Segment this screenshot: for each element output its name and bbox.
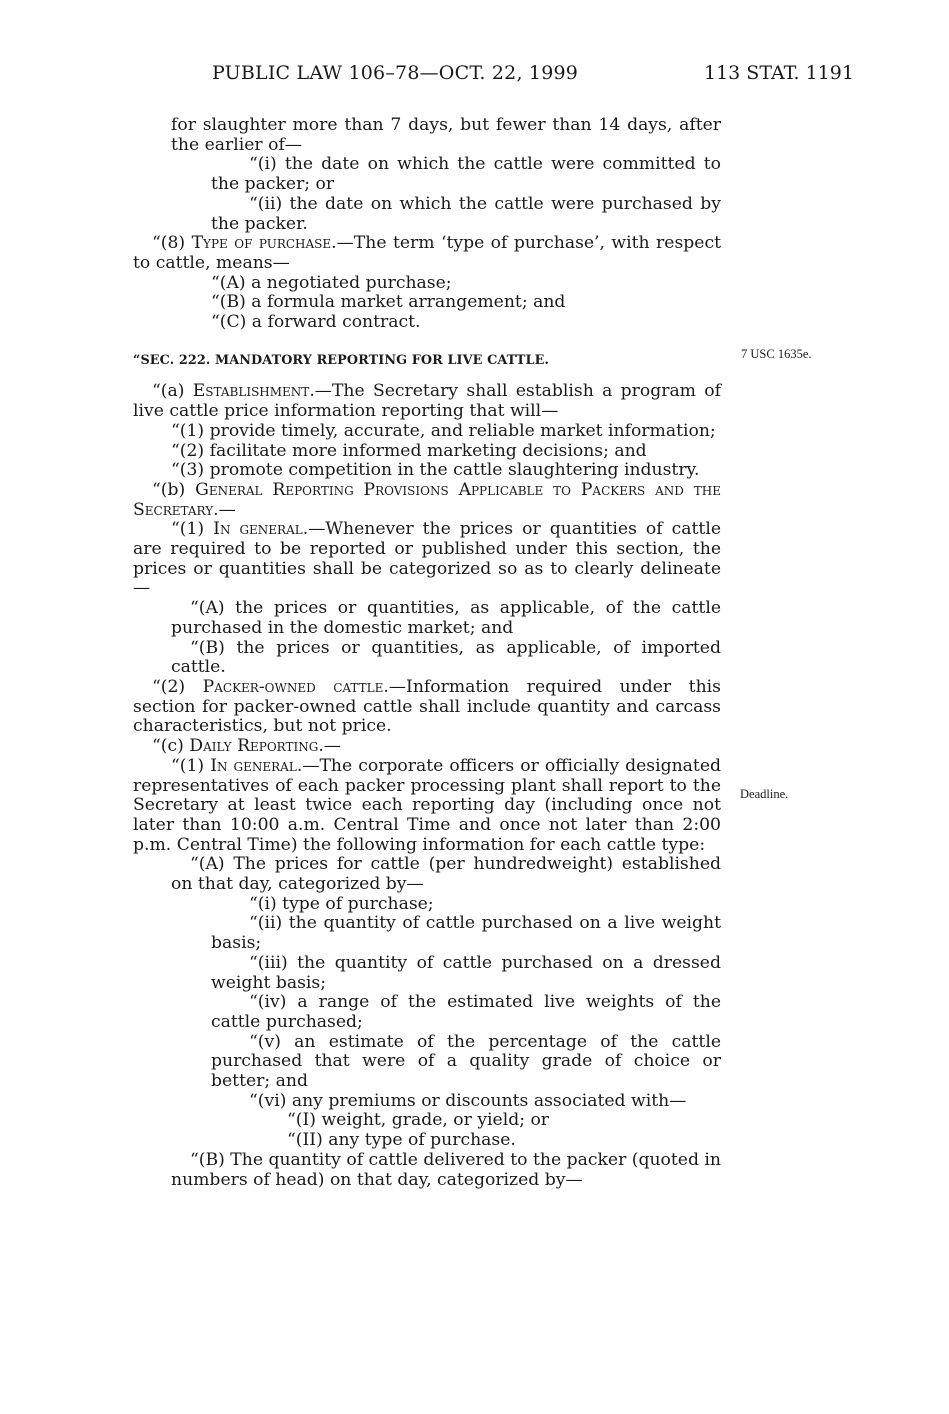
- paragraph: “(B) The quantity of cattle delivered to the packer (quoted in numbers of head) on that day, categorized by—: [171, 1149, 721, 1190]
- paragraph-heading: General Reporting Provisions Applicable to Packers and the Secretary: [133, 479, 722, 520]
- paragraph: [133, 757, 721, 856]
- paragraph-heading: Daily Reporting: [189, 736, 319, 757]
- paragraph: “(3) promote competition in the cattle slaughtering industry.: [171, 460, 700, 481]
- section-heading: “SEC. 222. MANDATORY REPORTING FOR LIVE CATTLE.: [133, 352, 549, 368]
- clause-text: “(i) the date on which the cattle were committed to the packer; or: [211, 154, 721, 195]
- paragraph: “(2) facilitate more informed marketing decisions; and: [171, 440, 647, 461]
- paragraph-text: .—Whenever the prices or quantities of cattle are required to be reported or published under this section, the prices or quantities shall be categorized so as to clearly delineate—: [133, 519, 721, 599]
- paragraph: [133, 234, 721, 273]
- paragraph-text: .—: [318, 736, 341, 757]
- paragraph: [133, 520, 721, 599]
- running-header-stat-page: 113 STAT. 1191: [704, 62, 854, 84]
- paragraph: [133, 195, 721, 234]
- clause-text: “(ii) the date on which the cattle were purchased by the packer.: [211, 193, 721, 234]
- paragraph: [133, 382, 721, 421]
- paragraph-heading: In general: [210, 755, 297, 776]
- paragraph: “(I) weight, grade, or yield; or: [287, 1110, 550, 1131]
- paragraph-heading: Type of purchase: [191, 233, 332, 254]
- paragraph: “(B) a formula market arrangement; and: [211, 292, 566, 313]
- paragraph-text: .—The term ‘type of purchase’, with respect to cattle, means—: [133, 233, 721, 273]
- paragraph-text: .—Information required under this section for packer-owned cattle shall include quantity and carcass characteristics, but not price.: [133, 676, 721, 737]
- running-header-title: PUBLIC LAW 106–78—OCT. 22, 1999: [212, 62, 579, 84]
- paragraph-heading: Establishment: [192, 381, 310, 402]
- paragraph: “(A) the prices or quantities, as applicable, of the cattle purchased in the domestic market; and: [171, 598, 721, 638]
- paragraph: [133, 481, 721, 520]
- paragraph: “(1) provide timely, accurate, and reliable market information;: [171, 420, 716, 441]
- paragraph: “(A) The prices for cattle (per hundredweight) established on that day, categorized by—: [171, 854, 721, 895]
- paragraph-label: “(8): [152, 233, 192, 254]
- paragraph-label: “(1): [171, 755, 211, 776]
- paragraph-text: .—: [213, 499, 236, 520]
- paragraph: [133, 737, 721, 757]
- paragraph-label: “(2): [152, 676, 203, 697]
- paragraph-text: .—The Secretary shall establish a program of live cattle price information reporting that will—: [133, 381, 721, 422]
- paragraph-label: “(c): [152, 736, 190, 757]
- paragraph: “(iv) a range of the estimated live weights of the cattle purchased;: [211, 992, 721, 1032]
- paragraph: “(i) type of purchase;: [249, 893, 434, 914]
- paragraph: “(vi) any premiums or discounts associated with—: [249, 1090, 687, 1111]
- paragraph: for slaughter more than 7 days, but fewer than 14 days, after the earlier of—: [171, 115, 721, 155]
- paragraph-heading: In general: [213, 519, 303, 540]
- paragraph: [133, 155, 721, 194]
- paragraph-label: “(b): [152, 479, 196, 500]
- statute-body: [133, 116, 721, 1190]
- paragraph: “(ii) the quantity of cattle purchased on a live weight basis;: [211, 913, 721, 954]
- paragraph-text: .—The corporate officers or officially designated representatives of each packer processing plant shall report to the Secretary at least twice each reporting day (including once not later than 10:00 a.m. Central Time and once not later than 2:00 p.m. Central Time) the following information for each cattle type:: [133, 755, 721, 855]
- paragraph: “(A) a negotiated purchase;: [211, 272, 452, 293]
- paragraph-heading: Packer-owned cattle: [202, 676, 384, 697]
- paragraph-label: “(1): [171, 519, 214, 540]
- paragraph: “(iii) the quantity of cattle purchased on a dressed weight basis;: [211, 952, 721, 993]
- margin-note-deadline: Deadline.: [740, 787, 789, 801]
- paragraph: “(II) any type of purchase.: [287, 1130, 516, 1151]
- paragraph-label: “(a): [152, 381, 193, 402]
- paragraph: [133, 678, 721, 737]
- margin-note-usc-citation: 7 USC 1635e.: [741, 347, 812, 361]
- paragraph: “(C) a forward contract.: [211, 312, 421, 333]
- paragraph: “(B) the prices or quantities, as applicable, of imported cattle.: [171, 637, 721, 678]
- paragraph: “(v) an estimate of the percentage of the cattle purchased that were of a quality grade of choice or better; and: [211, 1031, 721, 1092]
